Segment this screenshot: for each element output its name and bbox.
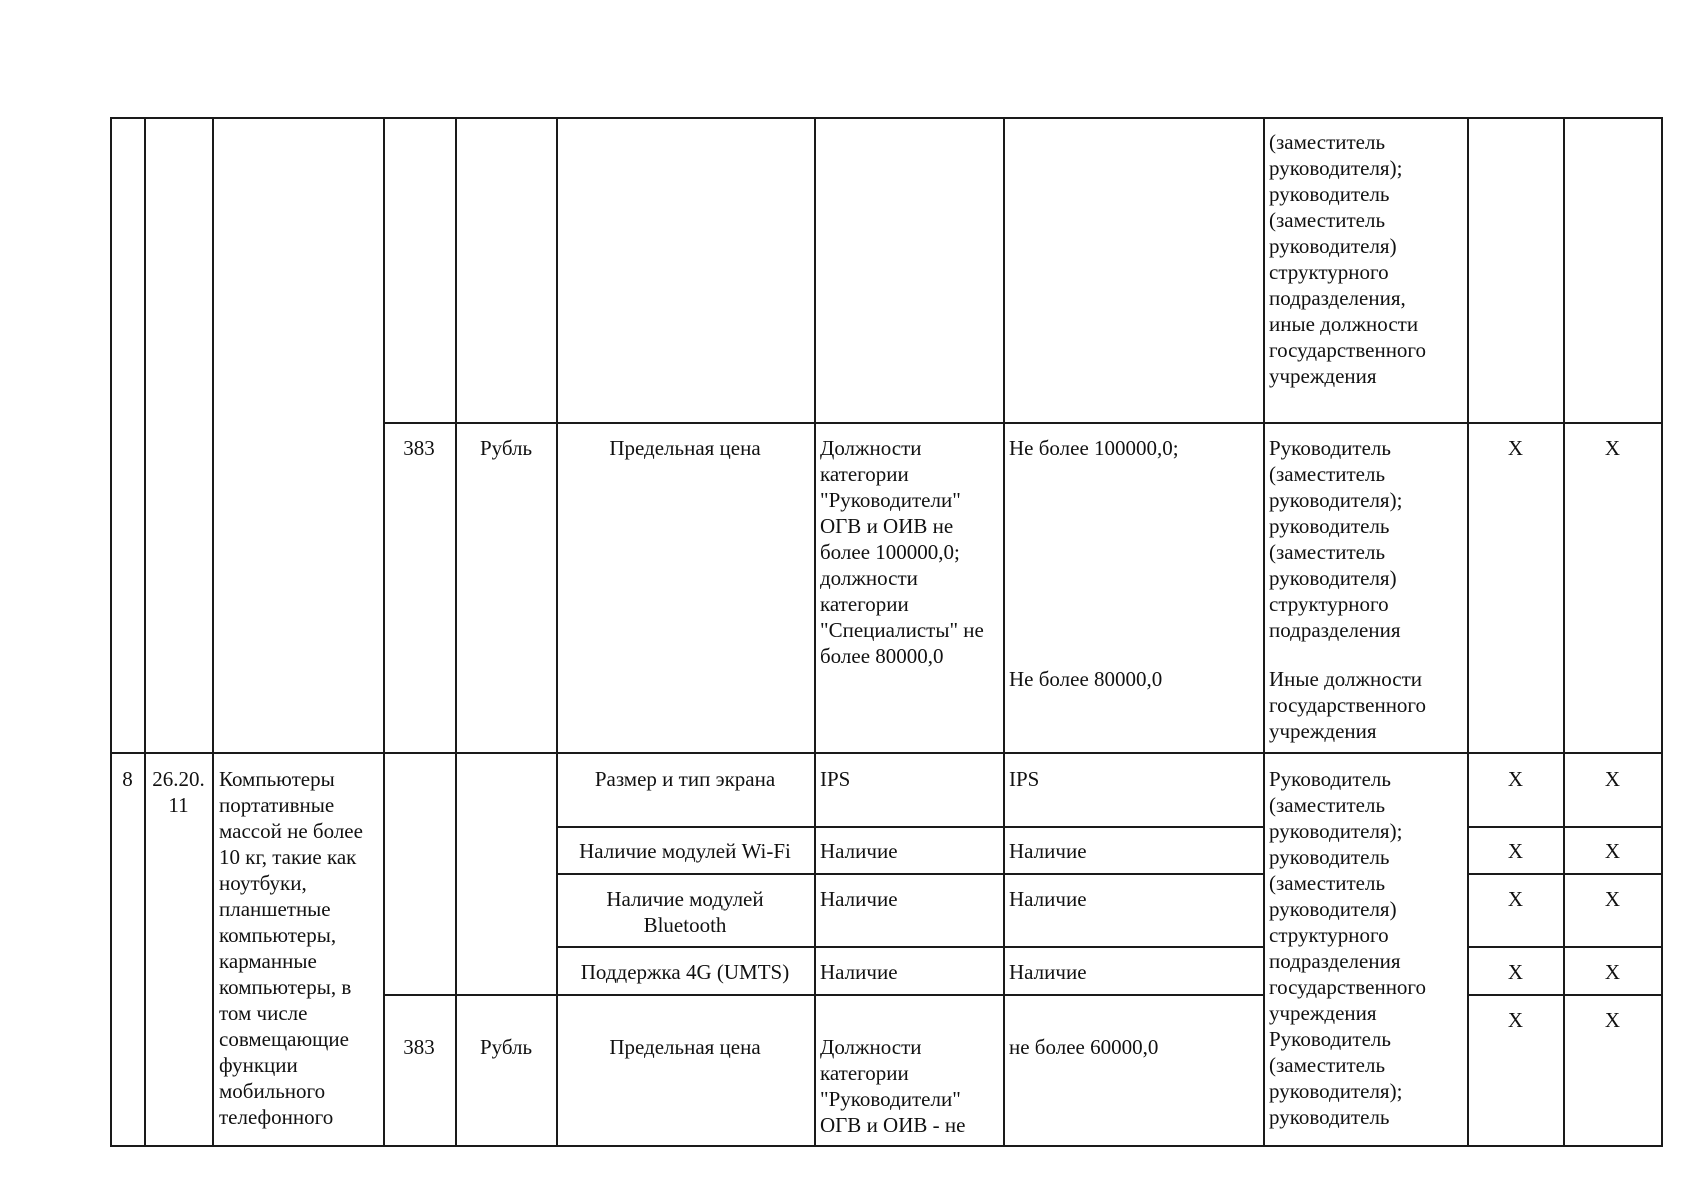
grid-line (455, 117, 457, 1147)
value-cell: Наличие (1009, 887, 1087, 911)
value-range-cell: Наличие (820, 839, 898, 863)
characteristic-cell: Наличие модулей Bluetooth (606, 887, 764, 937)
grid-line (212, 117, 214, 1147)
grid-line (556, 117, 558, 1147)
grid-line (1003, 117, 1005, 1147)
grid-line (814, 117, 816, 1147)
grid-line (1263, 117, 1265, 1147)
x-mark-cell: X (1507, 767, 1524, 791)
role-cell: Руководитель (заместитель руководителя); руководитель (заместитель руководителя) структурного подразделения государственного учреждения Руководитель (заместитель руководителя); руководитель (1269, 767, 1427, 1129)
value-range-cell: IPS (820, 767, 851, 791)
x-mark-cell: X (1604, 887, 1621, 911)
grid-line (144, 117, 146, 1147)
grid-line (556, 826, 1263, 828)
x-mark-cell: X (1507, 436, 1524, 460)
x-mark-cell: X (1507, 887, 1524, 911)
row-number-cell: 8 (122, 767, 133, 791)
grid-line (556, 946, 1263, 948)
value-cell: Не более 100000,0; (1009, 436, 1179, 460)
value-cell: Не более 80000,0 (1009, 667, 1163, 691)
x-mark-cell: X (1507, 1008, 1524, 1032)
x-mark-cell: X (1507, 960, 1524, 984)
unit-cell: Рубль (479, 436, 533, 460)
role-cell-top: (заместитель руководителя); руководитель (заместитель руководителя) структурного подразделения, иные должности государственного учреждения (1269, 130, 1427, 388)
value-range-cell: Наличие (820, 960, 898, 984)
x-mark-cell: X (1604, 436, 1621, 460)
value-range-cell: Должности категории "Руководители" ОГВ и ОИВ не более 100000,0; должности категории "Специалисты" не более 80000,0 (820, 436, 984, 668)
okpd-code-cell: 26.20. 11 (152, 767, 205, 817)
grid-line (1467, 826, 1662, 828)
role-cell: Руководитель (заместитель руководителя); руководитель (заместитель руководителя) структурного подразделения (1269, 436, 1403, 642)
x-mark-cell: X (1604, 767, 1621, 791)
unit-cell: Рубль (479, 1035, 533, 1059)
characteristic-cell: Поддержка 4G (UMTS) (580, 960, 790, 984)
grid-line (1467, 994, 1662, 996)
grid-line (1661, 117, 1663, 1147)
grid-line (110, 117, 112, 1147)
x-mark-cell: X (1604, 960, 1621, 984)
characteristic-cell: Размер и тип экрана (594, 767, 776, 791)
value-cell: IPS (1009, 767, 1040, 791)
value-cell: не более 60000,0 (1009, 1035, 1159, 1059)
grid-line (556, 873, 1263, 875)
characteristic-cell: Наличие модулей Wi-Fi (579, 839, 791, 863)
grid-line (1467, 946, 1662, 948)
value-cell: Наличие (1009, 960, 1087, 984)
budget-code-cell: 383 (403, 1035, 435, 1059)
grid-line (383, 117, 385, 1147)
grid-line (1563, 117, 1565, 1147)
x-mark-cell: X (1604, 1008, 1621, 1032)
value-range-cell: Должности категории "Руководители" ОГВ и ОИВ - не (820, 1035, 966, 1137)
grid-line (383, 422, 1662, 424)
budget-code-cell: 383 (403, 436, 435, 460)
item-name-cell: Компьютеры портативные массой не более 10 кг, такие как ноутбуки, планшетные компьютеры, карманные компьютеры, в том числе совмещающие функции мобильного телефонного (219, 767, 363, 1129)
characteristic-cell: Предельная цена (609, 1035, 761, 1059)
x-mark-cell: X (1604, 839, 1621, 863)
value-cell: Наличие (1009, 839, 1087, 863)
grid-line (383, 994, 1263, 996)
value-range-cell: Наличие (820, 887, 898, 911)
characteristic-cell: Предельная цена (609, 436, 761, 460)
grid-line (110, 1145, 1662, 1147)
grid-line (110, 117, 1662, 119)
grid-line (110, 752, 1662, 754)
grid-line (1467, 117, 1469, 1147)
grid-line (1467, 873, 1662, 875)
x-mark-cell: X (1507, 839, 1524, 863)
role-cell: Иные должности государственного учреждения (1269, 667, 1427, 743)
